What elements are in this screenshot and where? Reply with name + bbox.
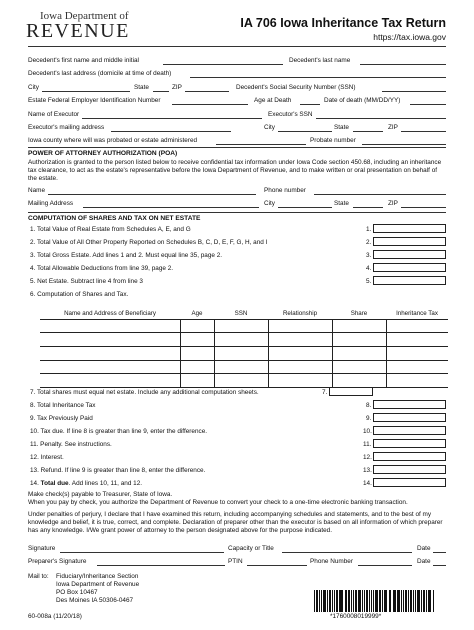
ptin-field[interactable] — [247, 565, 307, 566]
barcode-bar — [321, 590, 322, 612]
line-9-label: 9. Tax Previously Paid — [30, 415, 93, 422]
line-4-num: 4. — [366, 265, 372, 272]
poa-zip-field[interactable] — [401, 207, 446, 208]
poa-phone-label: Phone number — [264, 187, 306, 194]
line-10-label: 10. Tax due. If line 8 is greater than line 9, enter the difference. — [30, 428, 208, 435]
section-divider — [28, 147, 446, 148]
line-8-amount[interactable] — [373, 400, 446, 409]
probate-label: Probate number — [310, 137, 356, 144]
barcode-bar — [417, 590, 420, 612]
decedent-address-field[interactable] — [190, 77, 446, 78]
barcode-bar — [336, 590, 338, 612]
line-10-amount[interactable] — [373, 426, 446, 435]
line-13-label: 13. Refund. If line 9 is greater than line 8, enter the difference. — [30, 467, 206, 474]
zip-field[interactable] — [185, 91, 229, 92]
decedent-last-name-label: Decedent's last name — [289, 57, 351, 64]
decedent-last-name-field[interactable] — [360, 64, 446, 65]
line-2-label: 2. Total Value of All Other Property Reported on Schedules B, C, D, E, F, G, H, and I — [30, 239, 268, 246]
line-14-amount[interactable] — [373, 478, 446, 487]
line-11-amount[interactable] — [373, 439, 446, 448]
line-12-amount[interactable] — [373, 452, 446, 461]
poa-mailing-field[interactable] — [83, 207, 259, 208]
line-14-prefix: 14. — [30, 480, 41, 487]
poa-city-field[interactable] — [278, 207, 332, 208]
executor-address-label: Executor's mailing address — [28, 124, 105, 131]
poa-state-label: State — [334, 200, 349, 207]
date-field[interactable] — [433, 552, 446, 553]
beneficiary-table — [40, 310, 448, 388]
perjury-declaration: Under penalties of perjury, I declare that I have examined this return, including accompanying schedules and statements, and to the best of my knowledge and belief, it is true, correct, and complete. Declaration of preparer other than the executor is based on all information of which preparer has any knowledge. I/We grant power of attorney to the person designated above for the purpose indicated. — [28, 511, 443, 535]
date-of-death-label: Date of death (MM/DD/YY) — [324, 97, 401, 104]
executor-city-label: City — [264, 124, 276, 131]
barcode-bar — [371, 590, 372, 612]
executor-name-label: Name of Executor — [28, 111, 80, 118]
line-3-num: 3. — [366, 252, 372, 259]
executor-ssn-field[interactable] — [316, 118, 446, 119]
line-7-amount[interactable] — [329, 387, 373, 396]
decedent-ssn-field[interactable] — [382, 91, 446, 92]
executor-state-label: State — [334, 124, 349, 131]
barcode-bar — [375, 590, 378, 612]
computation-heading: COMPUTATION OF SHARES AND TAX ON NET ESTATE — [28, 215, 201, 222]
line-7-num: 7. — [322, 389, 328, 396]
signature-field[interactable] — [60, 552, 224, 553]
poa-name-label: Name — [28, 187, 46, 194]
poa-state-field[interactable] — [353, 207, 383, 208]
form-title: IA 706 Iowa Inheritance Tax Return — [240, 16, 446, 30]
barcode-bar — [348, 590, 350, 612]
line-4-label: 4. Total Allowable Deductions from line 39, page 2. — [30, 265, 174, 272]
date-of-death-field[interactable] — [410, 104, 446, 105]
barcode-bar — [340, 590, 343, 612]
line-5-num: 5. — [366, 278, 372, 285]
barcode-bar — [423, 590, 425, 612]
executor-zip-label: ZIP — [388, 124, 398, 131]
line-2-num: 2. — [366, 239, 372, 246]
poa-zip-label: ZIP — [388, 200, 398, 207]
line-1-label: 1. Total Value of Real Estate from Schedules A, E, and G — [30, 226, 191, 233]
poa-mailing-label: Mailing Address — [28, 200, 74, 207]
barcode-text: *1760008019999* — [330, 613, 382, 620]
line-12-num: 12. — [363, 454, 372, 461]
mail-address-line: Fiduciary/Inheritance Section — [56, 573, 139, 580]
barcode-bar — [385, 590, 387, 612]
poa-name-field[interactable] — [48, 194, 256, 195]
decedent-address-label: Decedent's last address (domicile at time of death) — [28, 70, 172, 77]
form-id: 60-008a (11/20/18) — [28, 613, 82, 620]
poa-city-label: City — [264, 200, 276, 207]
line-13-num: 13. — [363, 467, 372, 474]
line-3-label: 3. Total Gross Estate. Add lines 1 and 2. Must equal line 35, page 2. — [30, 252, 223, 259]
line-9-amount[interactable] — [373, 413, 446, 422]
capacity-label: Capacity or Title — [228, 545, 274, 552]
executor-name-field[interactable] — [82, 118, 262, 119]
line-8-label: 8. Total Inheritance Tax — [30, 402, 96, 409]
payment-line-1: Make check(s) payable to Treasurer, State of Iowa. — [28, 491, 173, 498]
line-14-bold: Total due — [40, 480, 69, 487]
line-9-num: 9. — [366, 415, 372, 422]
age-label: Age at Death — [254, 97, 292, 104]
poa-heading: POWER OF ATTORNEY AUTHORIZATION (POA) — [28, 150, 178, 157]
line-6-label: 6. Computation of Shares and Tax. — [30, 291, 129, 298]
poa-text: Authorization is granted to the person listed below to receive confidential tax information under Iowa Code section 450.68, including an inheritance tax clearance, to act as the estate's representative before the Iowa Department of Revenue, and to make written or oral presentation on behalf of the estate. — [28, 159, 442, 183]
mail-address-line: Iowa Department of Revenue — [56, 581, 140, 588]
payment-line-2: When you pay by check, you authorize the Department of Revenue to convert your check to a one-time electronic banking transaction. — [28, 499, 408, 506]
probate-field[interactable] — [362, 144, 446, 145]
barcode-bar — [415, 590, 416, 612]
barcode-bar — [393, 590, 395, 612]
barcode-bar — [397, 590, 400, 612]
barcode-bar — [329, 590, 331, 612]
phone-number-label: Phone Number — [310, 558, 353, 565]
revenue-logo: REVENUE — [26, 20, 130, 42]
barcode-bar — [390, 590, 391, 612]
line-10-num: 10. — [363, 428, 372, 435]
barcode-bar — [366, 590, 368, 612]
ein-label: Estate Federal Employer Identification Number — [28, 97, 161, 104]
table-row[interactable] — [40, 374, 448, 388]
barcode-bar — [355, 590, 357, 612]
table-row[interactable] — [40, 346, 448, 360]
col-age: Age — [180, 310, 214, 319]
capacity-field[interactable] — [282, 552, 412, 553]
line-5-amount[interactable] — [373, 276, 446, 285]
line-5-label: 5. Net Estate. Subtract line 4 from line 3 — [30, 278, 143, 285]
date-field-2[interactable] — [433, 565, 446, 566]
state-field[interactable] — [153, 91, 169, 92]
col-ssn: SSN — [214, 310, 268, 319]
executor-address-field[interactable] — [111, 131, 231, 132]
tax-url: https://tax.iowa.gov — [373, 32, 446, 42]
city-label: City — [28, 84, 40, 91]
line-3-amount[interactable] — [373, 250, 446, 259]
col-inheritance-tax: Inheritance Tax — [386, 310, 448, 319]
barcode-bar — [351, 590, 352, 612]
line-1-num: 1. — [366, 226, 372, 233]
barcode — [314, 590, 448, 612]
table-row[interactable] — [40, 360, 448, 374]
ein-field[interactable] — [172, 104, 248, 105]
line-12-label: 12. Interest. — [30, 454, 64, 461]
col-relationship: Relationship — [268, 310, 332, 319]
decedent-first-name-label: Decedent's first name and middle initial — [28, 57, 139, 64]
barcode-bar — [323, 590, 326, 612]
barcode-bar — [369, 590, 370, 612]
signature-label: Signature — [28, 545, 56, 552]
date-label-2: Date — [417, 558, 431, 565]
col-share: Share — [332, 310, 386, 319]
ptin-label: PTIN — [228, 558, 243, 565]
date-label: Date — [417, 545, 431, 552]
line-4-amount[interactable] — [373, 263, 446, 272]
zip-label: ZIP — [172, 84, 182, 91]
barcode-bar — [379, 590, 381, 612]
state-label: State — [134, 84, 149, 91]
barcode-bar — [403, 590, 404, 612]
barcode-bar — [358, 590, 361, 612]
city-field[interactable] — [42, 91, 130, 92]
mail-to-label: Mail to: — [28, 573, 49, 580]
line-7-label: 7. Total shares must equal net estate. Include any additional computation sheets. — [30, 389, 259, 396]
barcode-bar — [429, 590, 431, 612]
line-14-rest: . Add lines 10, 11, and 12. — [68, 480, 143, 487]
preparer-signature-label: Preparer's Signature — [28, 558, 87, 565]
county-field[interactable] — [216, 144, 306, 145]
poa-phone-field[interactable] — [314, 194, 446, 195]
line-11-label: 11. Penalty. See instructions. — [30, 441, 112, 448]
line-14-label — [30, 480, 142, 488]
col-name-address: Name and Address of Beneficiary — [40, 310, 180, 319]
barcode-bar — [316, 590, 318, 612]
barcode-bar — [433, 590, 434, 612]
mail-address-line: Des Moines IA 50306-0467 — [56, 597, 134, 604]
barcode-bar — [334, 590, 335, 612]
line-1-amount[interactable] — [373, 224, 446, 233]
table-row[interactable] — [40, 333, 448, 347]
line-14-num: 14. — [363, 480, 372, 487]
executor-zip-field[interactable] — [401, 131, 446, 132]
header-divider — [28, 46, 446, 47]
executor-ssn-label: Executor's SSN — [268, 111, 313, 118]
logo-top-text: Iowa Department of — [40, 10, 129, 22]
age-field[interactable] — [300, 104, 320, 105]
beneficiary-table-header — [40, 310, 448, 319]
decedent-first-name-field[interactable] — [163, 64, 283, 65]
mail-address-line: PO Box 10467 — [56, 589, 98, 596]
section-divider — [28, 212, 446, 213]
county-label: Iowa county where will was probated or estate administered — [28, 137, 198, 144]
barcode-bar — [410, 590, 412, 612]
line-8-num: 8. — [366, 402, 372, 409]
table-row[interactable] — [40, 319, 448, 333]
barcode-bar — [405, 590, 407, 612]
preparer-signature-field[interactable] — [97, 565, 225, 566]
executor-state-field[interactable] — [353, 131, 383, 132]
decedent-ssn-label: Decedent's Social Security Number (SSN) — [236, 84, 356, 91]
line-13-amount[interactable] — [373, 465, 446, 474]
executor-city-field[interactable] — [278, 131, 332, 132]
line-11-num: 11. — [363, 441, 372, 448]
line-2-amount[interactable] — [373, 237, 446, 246]
phone-number-field[interactable] — [358, 565, 412, 566]
